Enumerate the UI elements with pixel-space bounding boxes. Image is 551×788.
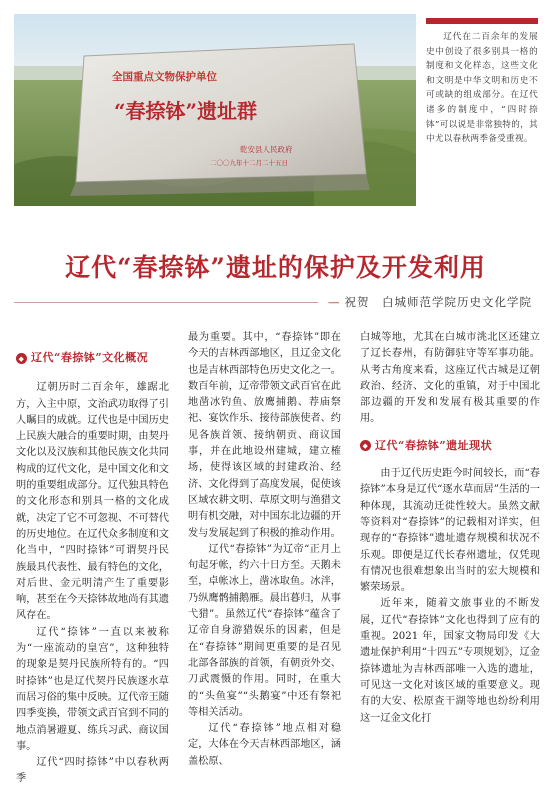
author-text: 祝贺 白城师范学院历史文化学院 (344, 295, 532, 309)
paragraph: 辽代“捺钵”一直以来被称为“一座流动的皇宫”，这种独特的现象是契丹民族所特有的。“四时捺钵”也是辽代契丹民族逐水草而居习俗的集中反映。辽代帝王随四季变换，带领文武百官到不同的地点消暑避夏、练兵习武、商议国事。 (16, 626, 169, 752)
paragraph: 由于辽代历史距今时间较长，而“春捺钵”本身是辽代“逐水草而居”生活的一种体现，其流动迁徙性较大。虽然文献等资料对“春捺钵”的记载相对详实，但现存的“春捺钵”遗址遗存规模和状况不乐观。即便是辽代长春州遗址，仅凭现有情况也很难想象出当时的宏大规模和繁荣场景。 (360, 468, 540, 594)
paragraph: 白城等地，尤其在白城市洮北区还建立了辽长春州，有防御驻守等军事功能。从考古角度来看，这座辽代古城是辽朝政治、经济、文化的重镇，对于中国北部边疆的开发和发展有极其重要的作用。 (360, 332, 540, 425)
column-2 (188, 330, 341, 770)
section-heading-status: ◆ 辽代“春捺钵”遗址现状 (360, 438, 540, 454)
paragraph: 辽代“春捺钵”为辽帝“正月上旬起牙帐，约六十日方至。天鹅未至，卓帐冰上，凿冰取鱼。冰泮，乃纵鹰鹘捕鹅雁。晨出暮归，从事弋猎”。虽然辽代“春捺钵”蕴含了辽帝自身游猎娱乐的因素，但是在“春捺钵”期间更重要的是召见北部各部族的首领，有朝贡外交、刀武震慑的作用。同时，在重大的“头鱼宴”“头鹅宴”中还有祭祀等相关活动。 (188, 543, 341, 718)
author-byline (328, 294, 532, 310)
column-3 (360, 330, 540, 727)
paragraph: 辽代“春捺钵”地点相对稳定，大体在今天吉林西部地区，涵盖松原、 (188, 723, 341, 767)
stone-date: 二〇〇九年十二月二十五日 (210, 159, 288, 167)
stone-organization: 乾安县人民政府 (240, 145, 293, 154)
paragraph: 辽代“四时捺钵”中以春秋两季 (16, 757, 169, 785)
stone-heading: 全国重点文物保护单位 (112, 71, 217, 83)
monument-illustration (14, 14, 416, 206)
byline-rule (14, 302, 318, 303)
section-bullet-icon: ◆ (16, 353, 27, 364)
paragraph: 最为重要。其中，“春捺钵”即在今天的吉林西部地区，且辽金文化也是吉林西部特色历史文化之一。数百年前，辽帝带领文武百官在此地凿冰钓鱼、放鹰捕鹅、荐庙祭祀、宴饮作乐、接待部族使者、约见各族首领、接纳朝贡、商议国事，并在此地设州建城，建立榷场，使得该区域的封建政治、经济、文化得到了高度发展，促使该区域农耕文明、草原文明与渔猎文明有机交融，对中国东北边疆的开发与发展起到了积极的推动作用。 (188, 332, 341, 539)
section-heading-overview: ◆ 辽代“春捺钵”文化概况 (16, 350, 169, 366)
stone-monument-photo (14, 14, 416, 206)
byline-dash: — (328, 295, 341, 309)
byline-row (14, 292, 538, 312)
article-title: 辽代“春捺钵”遗址的保护及开发利用 (65, 253, 486, 282)
paragraph: 辽朝历时二百余年，雄踞北方，入主中原，文治武功取得了引人瞩目的成就。辽代也是中国历史上民族大融合的重要时期，由契丹文化以及汉族和其他民族文化共同构成的辽代文化，是中国文化和文明的重要组成部分。辽代独具特色的文化形态和别具一格的文化成就，决定了它不可忽视、不可替代的历史地位。在辽代众多制度和文化当中，“四时捺钵”可谓契丹民族最具代表性、最有特色的文化，对后世、金元明清产生了重要影响，甚至在今天捺钵故地尚有其遗风存在。 (16, 382, 169, 622)
intro-sidebar (426, 18, 538, 212)
intro-text: 辽代在二百余年的发展史中创设了很多别具一格的制度和文化样态，这些文化和文明是中华文明和历史不可或缺的组成部分。在辽代诸多的制度中，“四时捺钵”可以说是非常独特的，其中尤以春秋两季备受重视。 (426, 32, 538, 145)
column-1 (16, 330, 169, 788)
stone-main-inscription: “春捺钵”遗址群 (114, 99, 258, 123)
paragraph: 近年来，随着文旅事业的不断发展，辽代“春捺钵”文化也得到了应有的重视。2021 年，国家文物局印发《大遗址保护利用“十四五”专项规划》，辽金捺钵遗址为吉林西部唯一入选的遗址，可见这一文化对该区域的重要意义。现有的大安、松原查干湖等地也纷纷利用这一辽金文化打 (360, 598, 540, 724)
section-bullet-icon: ◆ (360, 440, 371, 451)
